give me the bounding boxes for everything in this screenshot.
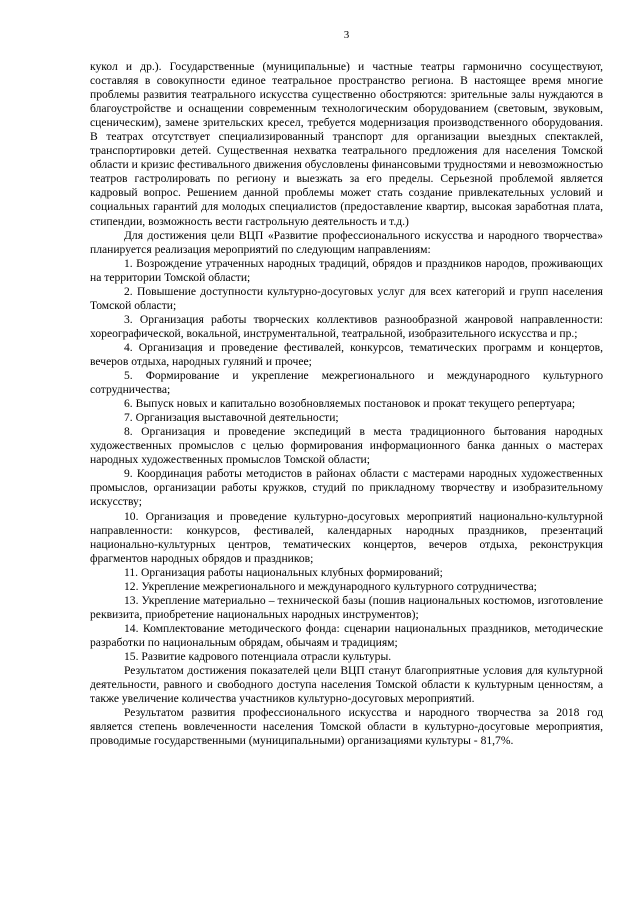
paragraph-results-goal: Результатом достижения показателей цели ВЦП станут благоприятные условия для культурной деятельности, равного и свободного доступа населения Томской области к культурным ценностям, а также увеличение количества участников культурно-досуговых мероприятий.	[90, 664, 603, 706]
list-item-6: 6. Выпуск новых и капитально возобновляемых постановок и прокат текущего репертуара;	[124, 397, 576, 411]
list-item-12: 12. Укрепление межрегионального и международного культурного сотрудничества;	[124, 579, 537, 593]
list-item-5: 5. Формирование и укрепление межрегионального и международного культурного сотрудничества;	[90, 369, 603, 397]
list-item-11: 11. Организация работы национальных клубных формирований;	[124, 565, 443, 579]
page-number: 3	[343, 29, 350, 41]
list-item-7: 7. Организация выставочной деятельности;	[124, 411, 339, 425]
paragraph-goal-intro: Для достижения цели ВЦП «Развитие профессионального искусства и народного творчества» планируется реализация мероприятий по следующим направлениям:	[90, 228, 603, 256]
document-page	[90, 0, 603, 905]
paragraph-results-2018: Результатом развития профессионального искусства и народного творчества за 2018 год является степень вовлеченности населения Томской области в культурно-досуговые мероприятия, проводимые государственными (муниципальными) организациями культуры - 81,7%.	[90, 706, 603, 748]
list-item-13: 13. Укрепление материально – технической базы (пошив национальных костюмов, изготовление реквизита, приобретение национальных народных инструментов);	[90, 593, 603, 621]
list-item-15: 15. Развитие кадрового потенциала отрасли культуры.	[124, 649, 392, 663]
document-body	[90, 60, 603, 748]
list-item-1: 1. Возрождение утраченных народных традиций, обрядов и праздников народов, проживающих на территории Томской области;	[90, 256, 603, 284]
list-item-14: 14. Комплектование методического фонда: сценарии национальных праздников, методические разработки по национальным обрядам, обычаям и традициям;	[90, 621, 603, 649]
list-item-4: 4. Организация и проведение фестивалей, конкурсов, тематических программ и концертов, вечеров отдыха, народных гуляний и прочее;	[90, 340, 603, 368]
list-item-3: 3. Организация работы творческих коллективов разнообразной жанровой направленности: хореографической, вокальной, инструментальной, театральной, изобразительного искусства и пр.;	[90, 312, 603, 340]
list-item-10: 10. Организация и проведение культурно-досуговых мероприятий национально-культурной направленности: конкурсов, фестивалей, календарных народных праздников, презентаций национально-культурных центров, тематических концертов, вечеров отдыха, реконструкция фрагментов народных обрядов и праздников;	[90, 509, 603, 565]
list-item-8: 8. Организация и проведение экспедиций в места традиционного бытования народных художественных промыслов с целью формирования информационного банка данных о мастерах народных художественных промыслов Томской области;	[90, 425, 603, 467]
paragraph-theatre-problems: кукол и др.). Государственные (муниципальные) и частные театры гармонично сосуществуют, составляя в совокупности единое театральное пространство региона. В настоящее время многие проблемы развития театрального искусства существенно обостряются: зрительные залы нуждаются в благоустройстве и оснащении современным технологическим оборудованием (световым, звуковым, сценическим), замене зрительских кресел, требуется модернизация производственного оборудования. В театрах отсутствует специализированный транспорт для организации выездных спектаклей, транспортировки детей. Существенная нехватка театрального предложения для населения Томской области и кризис фестивального движения обусловлены финансовыми трудностями и невозможностью театров гастролировать по региону и выезжать за его пределы. Серьезной проблемой является кадровый вопрос. Решением данной проблемы может стать создание привлекательных условий и социальных гарантий для молодых специалистов (предоставление квартир, высокая заработная плата, стипендии, возможность вести гастрольную деятельность и т.д.)	[90, 60, 603, 228]
list-item-9: 9. Координация работы методистов в районах области с мастерами народных художественных промыслов, организации работы кружков, студий по прикладному творчеству и изобразительному искусству;	[90, 467, 603, 509]
list-item-2: 2. Повышение доступности культурно-досуговых услуг для всех категорий и групп населения Томской области;	[90, 284, 603, 312]
